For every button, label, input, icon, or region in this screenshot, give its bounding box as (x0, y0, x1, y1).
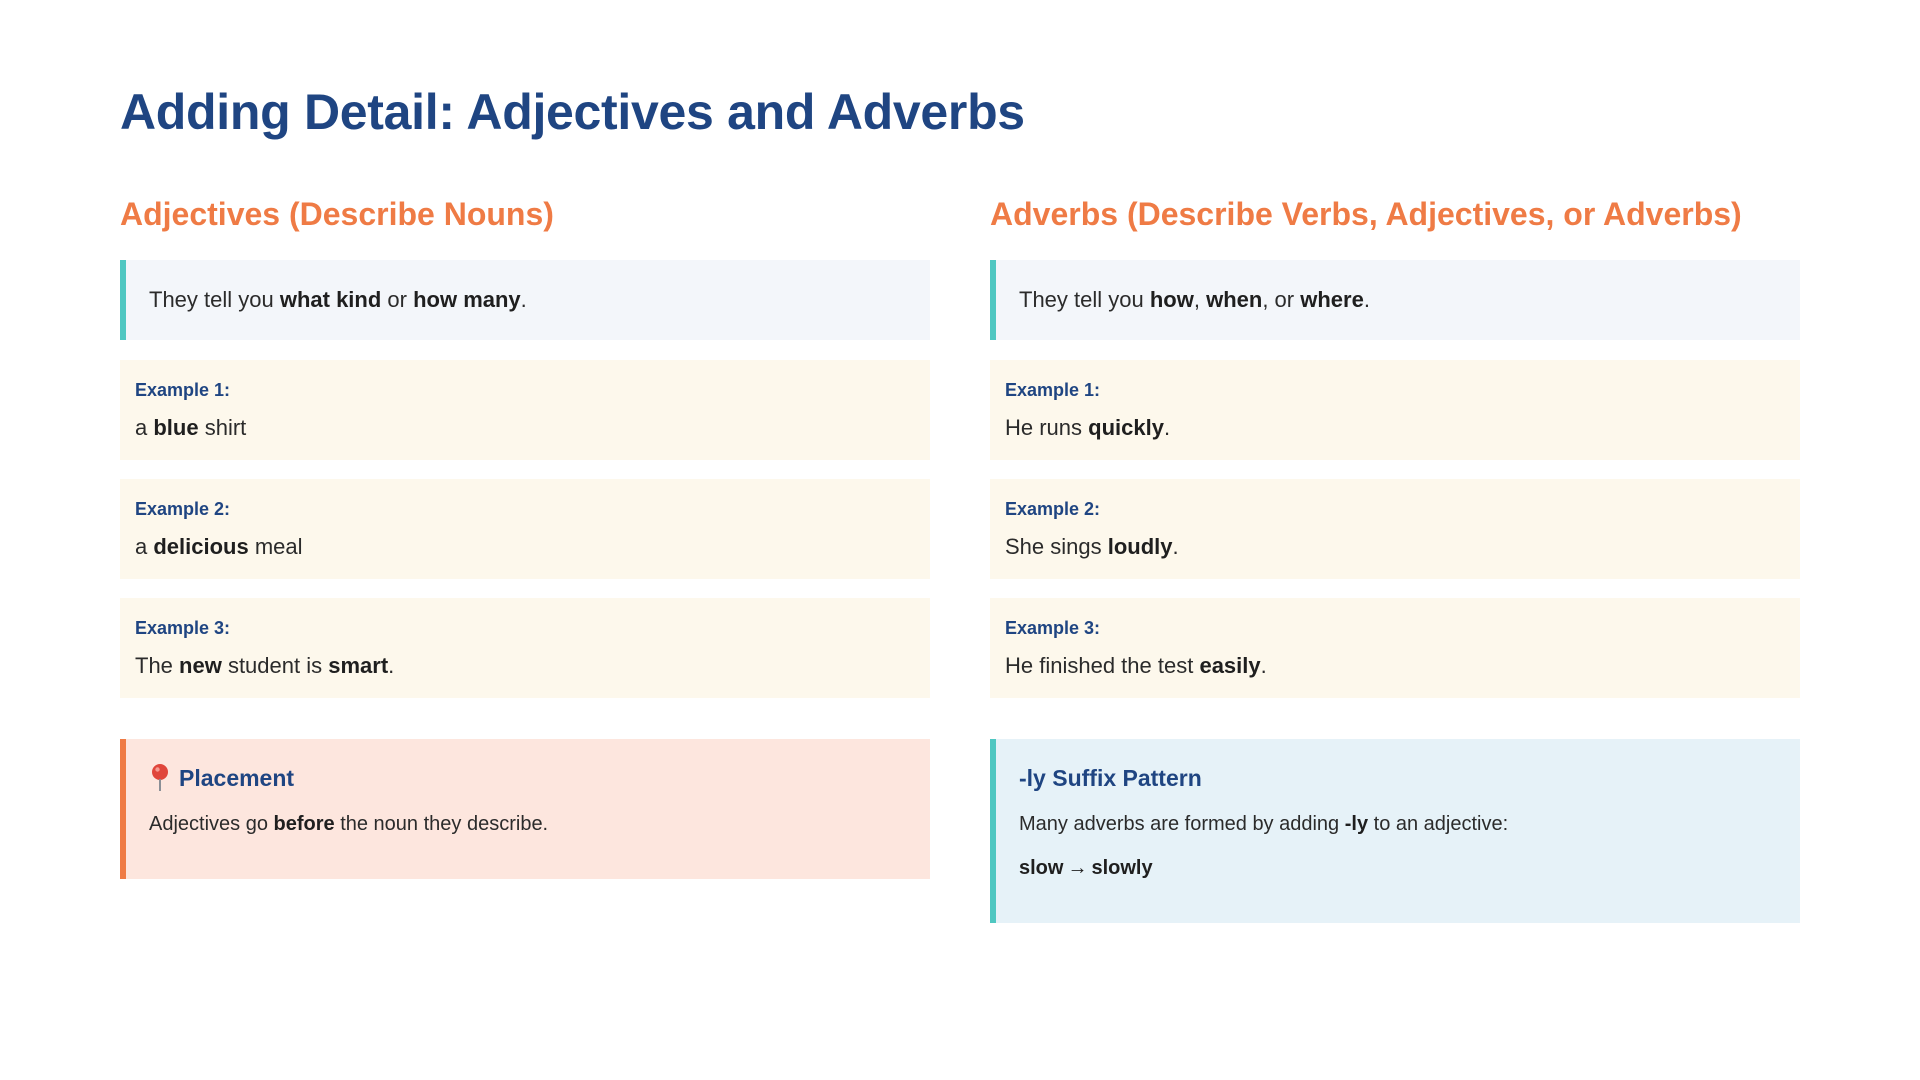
example-label: Example 3: (1005, 618, 1101, 638)
example-plain: He runs (1005, 415, 1089, 440)
adverb-example-1 (990, 360, 1800, 460)
adjective-example-2 (120, 479, 930, 579)
adverb-example-2 (990, 479, 1800, 579)
example-plain: He finished the test (1005, 653, 1200, 678)
example-label: Example 2: (1005, 499, 1101, 519)
example-plain: a (135, 534, 154, 559)
example-label: Example 3: (135, 618, 231, 638)
example-plain: student is (221, 653, 329, 678)
pin-icon (149, 763, 171, 793)
placement-text (149, 811, 906, 837)
adverbs-intro (990, 260, 1800, 340)
example-plain: shirt (198, 415, 247, 440)
page-title: Adding Detail: Adjectives and Adverbs (120, 84, 1025, 140)
adjectives-heading: Adjectives (Describe Nouns) (120, 196, 554, 232)
intro-bold: when (1206, 287, 1263, 312)
intro-text: . (1363, 287, 1370, 312)
intro-bold: how (1149, 287, 1194, 312)
example-text (135, 414, 915, 442)
adjective-example-1 (120, 360, 930, 460)
placement-note (120, 739, 930, 879)
placement-title-text: Placement (179, 765, 295, 791)
placement-title (149, 763, 906, 793)
example-bold: delicious (153, 534, 249, 559)
adverb-example-3 (990, 598, 1800, 698)
adverbs-column (990, 194, 1800, 923)
intro-text: , or (1262, 287, 1301, 312)
intro-text: . (520, 287, 527, 312)
example-bold: smart (328, 653, 389, 678)
intro-text: They tell you (1019, 287, 1150, 312)
example-label: Example 1: (1005, 380, 1101, 400)
example-plain: a (135, 415, 154, 440)
note-plain: the noun they describe. (334, 813, 549, 835)
example-label: Example 1: (135, 380, 231, 400)
example-text (135, 533, 915, 561)
example-text (1005, 652, 1785, 680)
suffix-note (990, 739, 1800, 923)
example-text (1005, 533, 1785, 561)
example-plain: The (135, 653, 180, 678)
example-plain: meal (248, 534, 303, 559)
note-plain: to an adjective: (1368, 813, 1509, 835)
note-bold: -ly (1344, 813, 1369, 835)
example-label: Example 2: (135, 499, 231, 519)
example-text (1005, 414, 1785, 442)
example-bold: quickly (1088, 415, 1164, 440)
note-bold: before (273, 813, 335, 835)
example-bold: easily (1199, 653, 1261, 678)
note-plain: Adjectives go (149, 813, 274, 835)
intro-bold: where (1300, 287, 1364, 312)
columns (120, 194, 1800, 923)
example-plain: . (1260, 653, 1267, 678)
note-plain: Many adverbs are formed by adding (1019, 813, 1345, 835)
adjective-example-3 (120, 598, 930, 698)
adjectives-column (120, 194, 930, 923)
adverbs-heading: Adverbs (Describe Verbs, Adjectives, or Adverbs) (990, 196, 1742, 232)
suffix-to: slowly (1091, 857, 1153, 879)
arrow-right-icon: → (1067, 857, 1088, 879)
intro-text: , (1193, 287, 1207, 312)
example-bold: loudly (1107, 534, 1173, 559)
suffix-from: slow (1019, 857, 1064, 879)
intro-bold: how many (413, 287, 521, 312)
intro-text: or (381, 287, 414, 312)
example-plain: . (1172, 534, 1179, 559)
example-text (135, 652, 915, 680)
suffix-title: -ly Suffix Pattern (1019, 765, 1202, 791)
example-plain: She sings (1005, 534, 1108, 559)
example-plain: . (388, 653, 395, 678)
suffix-text (1019, 811, 1776, 837)
example-bold: new (179, 653, 222, 678)
adjectives-intro (120, 260, 930, 340)
example-plain: . (1163, 415, 1171, 440)
intro-bold: what kind (279, 287, 382, 312)
suffix-example (1019, 855, 1776, 881)
intro-text: They tell you (149, 287, 280, 312)
example-bold: blue (153, 415, 199, 440)
